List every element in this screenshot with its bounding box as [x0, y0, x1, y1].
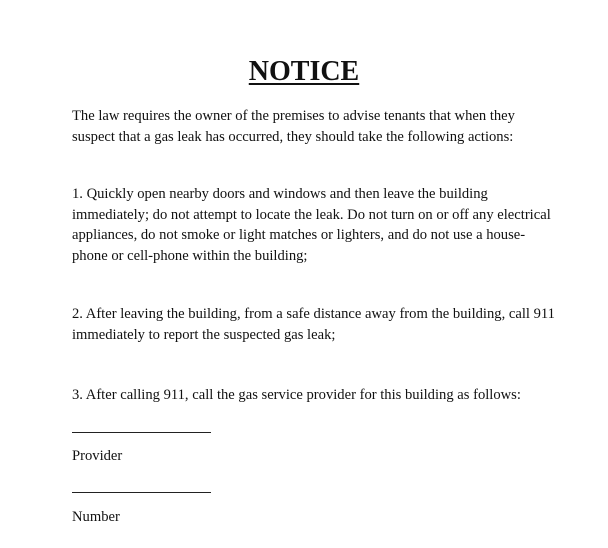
step-1-line: appliances, do not smoke or light matches or lighters, and do not use a house- — [72, 227, 526, 243]
step-1-line: phone or cell-phone within the building; — [72, 247, 308, 264]
step-2-line: immediately to report the suspected gas leak; — [72, 326, 336, 343]
intro-line: The law requires the owner of the premises to advise tenants that when they — [72, 108, 515, 124]
intro-paragraph — [72, 106, 572, 147]
notice-title: NOTICE — [248, 56, 360, 87]
step-2-line: 2. After leaving the building, from a safe distance away from the building, call 911 — [72, 306, 555, 322]
step-1-line: immediately; do not attempt to locate the leak. Do not turn on or off any electrical — [72, 206, 551, 223]
number-blank-line — [72, 492, 211, 493]
step-1-paragraph — [72, 184, 572, 266]
step-3-paragraph — [72, 385, 572, 406]
number-label: Number — [72, 509, 120, 525]
provider-label: Provider — [72, 448, 123, 464]
step-2-paragraph — [72, 304, 572, 345]
provider-blank-line — [72, 432, 211, 433]
step-1-line: 1. Quickly open nearby doors and windows and then leave the building — [72, 186, 488, 202]
intro-line: suspect that a gas leak has occurred, they should take the following actions: — [72, 128, 514, 145]
step-3-line: 3. After calling 911, call the gas service provider for this building as follows: — [72, 387, 521, 403]
